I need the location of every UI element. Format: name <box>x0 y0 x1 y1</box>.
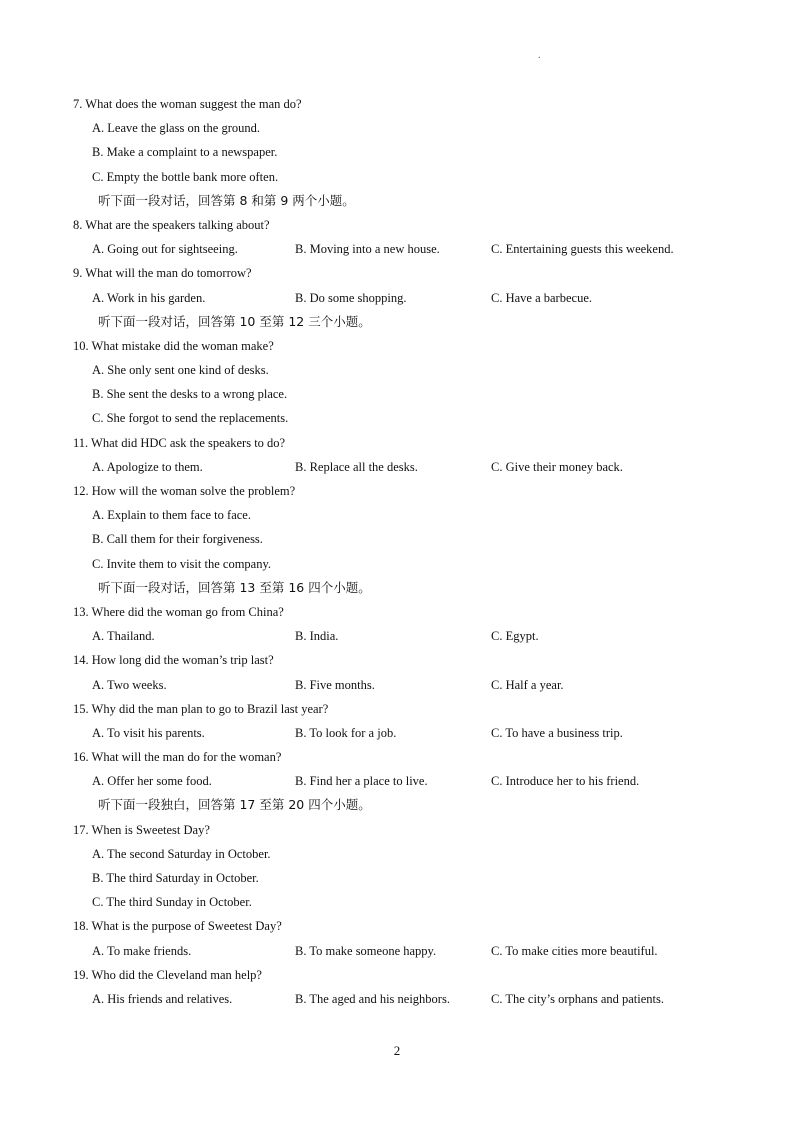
section-instruction: 听下面一段对话，回答第 13 至第 16 四个小题。 <box>98 579 371 595</box>
option-text: A. The second Saturday in October. <box>92 846 271 861</box>
question-text: 9. What will the man do tomorrow? <box>73 266 252 281</box>
option-text: C. Invite them to visit the company. <box>92 556 272 571</box>
option-a: A. His friends and relatives. <box>92 991 233 1006</box>
option-c: C. To make cities more beautiful. <box>491 943 658 958</box>
page-number: 2 <box>393 1043 401 1058</box>
option-a: A. To visit his parents. <box>92 725 205 740</box>
option-b: B. Do some shopping. <box>295 290 407 305</box>
option-b: B. Replace all the desks. <box>295 459 418 474</box>
question-text: 10. What mistake did the woman make? <box>73 338 274 353</box>
option-a: A. Going out for sightseeing. <box>92 242 238 257</box>
option-row <box>73 627 733 651</box>
option-a: A. Thailand. <box>92 629 155 644</box>
option-c: C. Half a year. <box>491 677 564 692</box>
option-text: B. Call them for their forgiveness. <box>92 532 263 547</box>
question-text: 11. What did HDC ask the speakers to do? <box>73 435 286 450</box>
option-row <box>73 289 733 313</box>
question-text: 18. What is the purpose of Sweetest Day? <box>73 919 282 934</box>
option-text: C. The third Sunday in October. <box>92 895 252 910</box>
option-text: C. Empty the bottle bank more often. <box>92 169 279 184</box>
option-b: B. To look for a job. <box>295 725 397 740</box>
option-row <box>73 676 733 700</box>
option-row <box>73 990 733 1014</box>
option-text: A. Explain to them face to face. <box>92 508 251 523</box>
option-c: C. Give their money back. <box>491 459 623 474</box>
header-mark: . <box>538 50 541 61</box>
option-c: C. Entertaining guests this weekend. <box>491 242 674 257</box>
option-a: A. Apologize to them. <box>92 459 203 474</box>
option-text: A. She only sent one kind of desks. <box>92 363 269 378</box>
question-list <box>73 95 733 1014</box>
question-text: 13. Where did the woman go from China? <box>73 604 284 619</box>
question-text: 7. What does the woman suggest the man do? <box>73 97 302 111</box>
section-instruction: 听下面一段独白，回答第 17 至第 20 四个小题。 <box>98 797 371 813</box>
question-text: 12. How will the woman solve the problem? <box>73 484 296 498</box>
option-c: C. Egypt. <box>491 629 539 644</box>
question-text: 16. What will the man do for the woman? <box>73 750 282 765</box>
section-instruction: 听下面一段对话，回答第 8 和第 9 两个小题。 <box>98 192 355 208</box>
option-b: B. Five months. <box>295 677 375 692</box>
option-b: B. To make someone happy. <box>295 943 437 958</box>
option-text: B. Make a complaint to a newspaper. <box>92 145 278 160</box>
option-row <box>73 458 733 482</box>
question-text: 15. Why did the man plan to go to Brazil last year? <box>73 701 329 716</box>
option-row <box>73 724 733 748</box>
option-b: B. Moving into a new house. <box>295 242 440 257</box>
option-a: A. Offer her some food. <box>92 774 212 789</box>
option-a: A. To make friends. <box>92 943 192 958</box>
option-text: B. She sent the desks to a wrong place. <box>92 387 288 402</box>
option-c: C. Introduce her to his friend. <box>491 774 640 789</box>
option-b: B. The aged and his neighbors. <box>295 991 450 1006</box>
option-a: A. Two weeks. <box>92 677 167 692</box>
question-text: 8. What are the speakers talking about? <box>73 217 270 232</box>
question-text: 19. Who did the Cleveland man help? <box>73 967 262 982</box>
section-instruction: 听下面一段对话，回答第 10 至第 12 三个小题。 <box>98 313 371 329</box>
option-c: C. Have a barbecue. <box>491 290 592 305</box>
option-text: B. The third Saturday in October. <box>92 871 259 885</box>
option-text: A. Leave the glass on the ground. <box>92 121 261 136</box>
option-row <box>73 942 733 966</box>
question-text: 14. How long did the woman’s trip last? <box>73 653 274 668</box>
option-c: C. The city’s orphans and patients. <box>491 991 665 1006</box>
option-row <box>73 240 733 264</box>
option-row <box>73 772 733 796</box>
option-b: B. India. <box>295 629 339 644</box>
question-text: 17. When is Sweetest Day? <box>73 822 210 837</box>
option-text: C. She forgot to send the replacements. <box>92 411 289 426</box>
option-c: C. To have a business trip. <box>491 725 623 740</box>
option-a: A. Work in his garden. <box>92 290 206 305</box>
option-b: B. Find her a place to live. <box>295 774 428 789</box>
